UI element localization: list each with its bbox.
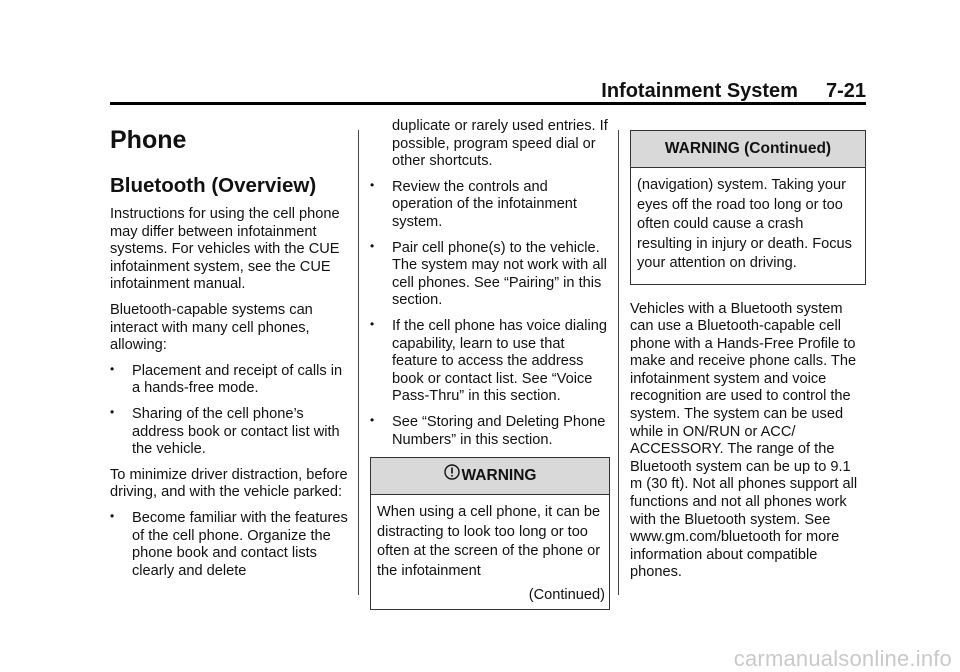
column-2: [370, 118, 610, 610]
page-title: Phone: [110, 126, 187, 154]
paragraph: To minimize driver distraction, before driving, and with the vehicle parked:: [110, 466, 348, 501]
bullet-icon: •: [110, 404, 115, 419]
column-1: [110, 118, 350, 588]
bullet-icon: •: [370, 412, 375, 427]
column-divider: [618, 130, 619, 595]
list-item: • Placement and receipt of calls in a hands-free mode.: [110, 361, 343, 397]
list-item: • Review the controls and operation of the infotainment system.: [370, 177, 577, 230]
bullet-icon: •: [370, 238, 375, 253]
bullet-list: [110, 510, 350, 580]
warning-icon: [444, 458, 460, 494]
warning-text: When using a cell phone, it can be distracting to look too long or too often at the screen of the phone or the infotainment: [377, 504, 601, 579]
warning-title: WARNING: [461, 467, 537, 485]
bullet-list: [110, 363, 350, 459]
list-item: • Pair cell phone(s) to the vehicle. The system may not work with all cell phones. See “Pairing” in this section.: [370, 238, 607, 309]
watermark: carmanualsonline.info: [733, 646, 952, 671]
warning-box-continued: [630, 130, 866, 285]
paragraph: Bluetooth-capable systems can interact with many cell phones, allowing:: [110, 301, 313, 354]
section-subtitle: Bluetooth (Overview): [110, 174, 317, 197]
list-item: • See “Storing and Deleting Phone Numbers” in this section.: [370, 412, 606, 448]
warning-header: [371, 458, 609, 495]
bullet-icon: •: [110, 508, 115, 523]
warning-text: (navigation) system. Taking your eyes off the road too long or too often could cause a crash resulting in injury or death. Focus your attention on driving.: [637, 177, 852, 271]
paragraph-continued: duplicate or rarely used entries. If possible, program speed dial or other shortcuts.: [392, 118, 608, 170]
paragraph: Vehicles with a Bluetooth system can use a Bluetooth-capable cell phone with a Hands-Free Profile to make and receive phone calls. The infotainment system and voice recognition are used to control the system. The system can be used while in ON/RUN or ACC/ ACCESSORY. The range of the Bluetooth system can be up to 9.1 m (30 ft). Not all phones support all functions and not all phones work with the Bluetooth system. See www.gm.com/bluetooth for more information about compatible phones.: [630, 300, 858, 581]
list-item: • Sharing of the cell phone’s address book or contact list with the vehicle.: [110, 404, 340, 458]
paragraph: Instructions for using the cell phone may differ between infotainment systems. For vehicles with the CUE infotainment system, see the CUE infotainment manual.: [110, 206, 340, 293]
column-divider: [358, 130, 359, 595]
warning-header: WARNING (Continued): [631, 131, 865, 168]
list-item: • If the cell phone has voice dialing capability, learn to use that feature to access the address book or contact list. See “Voice Pass-Thru” in this section.: [370, 316, 607, 405]
bullet-list: [370, 179, 610, 449]
page-header: [0, 80, 866, 103]
list-item: • Become familiar with the features of the cell phone. Organize the phone book and contact lists clearly and delete: [110, 508, 348, 579]
bullet-icon: •: [370, 316, 375, 331]
header-rule: [110, 102, 866, 105]
bullet-icon: •: [370, 177, 375, 192]
bullet-icon: •: [110, 361, 115, 376]
page-number: 7-21: [825, 80, 866, 102]
section-title: Infotainment System: [601, 80, 798, 102]
warning-box: [370, 457, 610, 610]
continued-label: (Continued): [528, 587, 605, 604]
column-3: [620, 118, 866, 590]
